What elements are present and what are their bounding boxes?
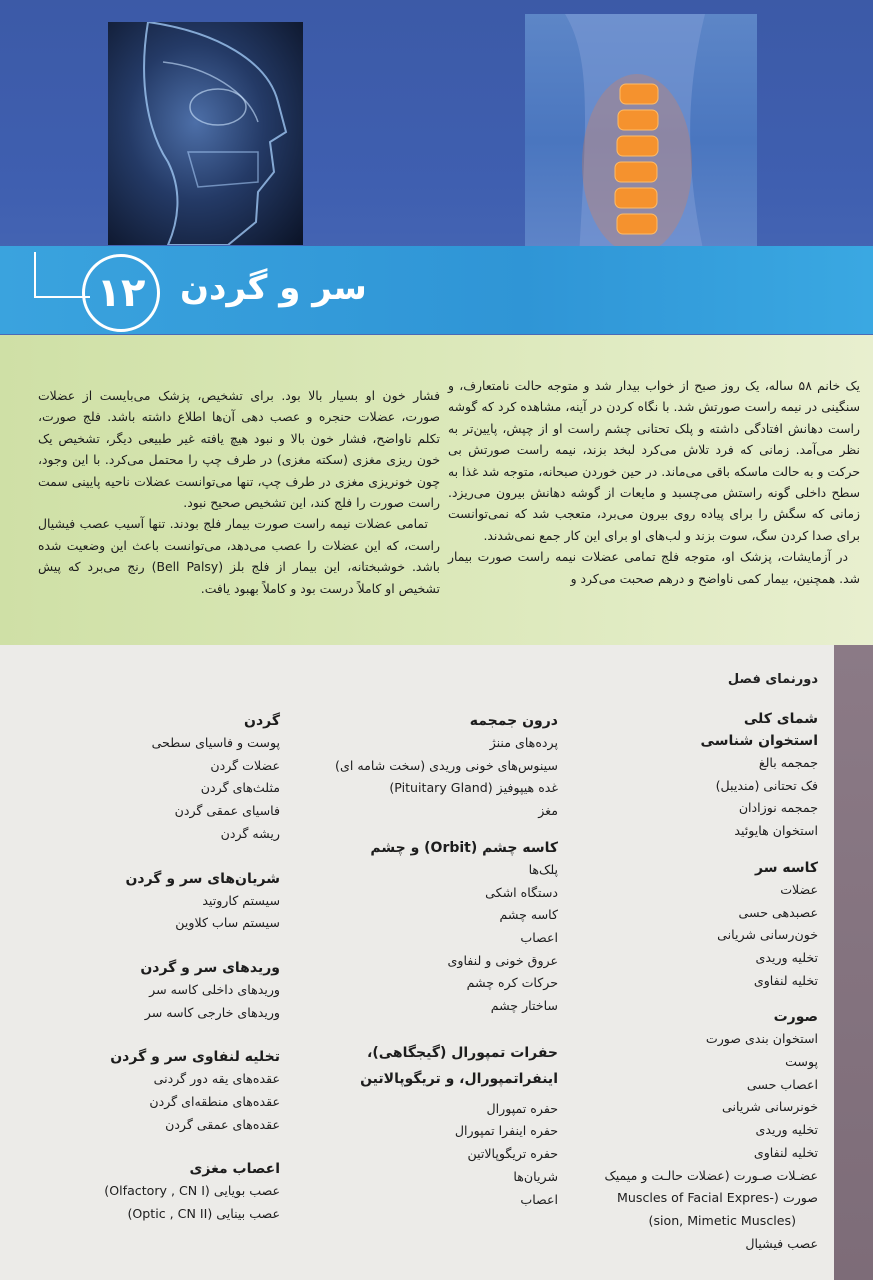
list-item: استخوان هایوئید [734, 823, 818, 839]
list-item: عقده‌های یقه دور گردنی [153, 1071, 280, 1087]
section-heading: کاسه سر [754, 859, 818, 876]
overview-title: دورنمای فصل [727, 672, 818, 687]
list-item: پرده‌های مننژ [489, 735, 558, 750]
chapter-number: ۱۲ [82, 254, 160, 332]
list-item: شریان‌ها [513, 1168, 558, 1184]
overview-section [553, 1006, 818, 1255]
case-paragraph: یک خانم ۵۸ ساله، یک روز صبح از خواب بیدار شد و متوجه حالت نامتعارف، و سنگینی در نیمه راست صورتش شد. با نگاه کردن در آینه، مشاهده کرد که گوشه راست دهانش افتادگی داشته و پلک تحتانی چشم راست او از چپش، پایین‌تر به نظر می‌آمد. زمانی که فرد تلاش می‌کرد لبخد بزند، نیمه راست صورتش بی حرکت و به حالت ماسکه باقی می‌ماند. در حین خوردن صبحانه، متوجه شد غذا به سطح داخلی گونه راستش می‌چسبد و مایعات از گوشه دهانش بیرون می‌ریزد. زمانی که سگش را برای پیاده روی بیرون می‌برد، متعجب شد که نمی‌توانست برای صدا کردن سگ، سوت بزند و لب‌های او برای این کار جمع نمی‌شدند. [448, 378, 860, 543]
list-item: سیستم ساب کلاوین [175, 915, 280, 931]
list-item: وریدهای خارجی کاسه سر [144, 1004, 280, 1020]
list-item: غده هیپوفیز (Pituitary Gland) [389, 780, 558, 796]
list-item: ساختار چشم [490, 998, 558, 1014]
list-item: پلک‌ها [528, 861, 558, 877]
overview-section [308, 1040, 558, 1212]
list-item: تخلیه لنفاوی [753, 972, 818, 988]
section-heading: درون جمجمه [469, 713, 558, 729]
overview-section [308, 710, 558, 823]
section-heading: حفرات تمپورال (گیجگاهی)، اینفراتمپورال، و تریگوپالاتین [360, 1044, 558, 1087]
overview-section [30, 1046, 280, 1136]
list-item: عروق خونی و لنفاوی [447, 952, 558, 968]
list-item: پوست [785, 1054, 818, 1070]
section-heading: وریدهای سر و گردن [140, 959, 280, 976]
list-item: وریدهای داخلی کاسه سر [149, 981, 280, 997]
list-item: خونرسانی شریانی [722, 1099, 818, 1115]
list-item: عضلات گردن [210, 757, 280, 773]
case-study-right-column [448, 375, 860, 589]
list-item: فک تحتانی (مندیبل) [715, 777, 818, 793]
list-item: عصب بینایی (Optic , CN II) [127, 1206, 280, 1222]
case-study-left-column [38, 385, 440, 599]
side-strip [834, 645, 873, 1280]
section-heading: صورت [773, 1009, 818, 1026]
list-item: خون‌رسانی شریانی [717, 927, 818, 943]
section-heading: اعصاب مغزی [189, 1161, 280, 1178]
list-item: عقده‌های عمقی گردن [165, 1116, 280, 1132]
list-item: مغز [538, 803, 558, 819]
list-item: (sion, Mimetic Muscles) [648, 1212, 796, 1228]
list-item: کاسه چشم [499, 907, 558, 923]
list-item: دستگاه اشکی [485, 884, 558, 900]
overview-section [553, 708, 818, 843]
list-item: سیستم کاروتید [202, 892, 280, 908]
list-item: سینوس‌های خونی وریدی (سخت شامه ای) [335, 757, 558, 773]
case-paragraph: تمامی عضلات نیمه راست صورت بیمار فلج بودند. تنها آسیب عصب فیشیال راست، که این عضلات را عصب می‌دهد، می‌توانست باعث این وضعیت شده باشد. خوشبختانه، این بیمار از فلج بلز (Bell Palsy) رنج می‌برد که پیش تشخیص او کاملاً درست بود و کاملاً بهبود یافت. [38, 516, 440, 596]
list-item: تخلیه وریدی [755, 949, 818, 965]
list-item: استخوان بندی صورت [705, 1031, 818, 1047]
overview-section [30, 1158, 280, 1225]
list-item: حرکات کره چشم [466, 975, 558, 991]
section-heading: شریان‌های سر و گردن [125, 870, 280, 887]
list-item: عصب فیشیال [745, 1235, 818, 1251]
list-item: اعصاب حسی [746, 1076, 818, 1092]
list-item: اعصاب [520, 1191, 558, 1207]
list-item: اعصاب [520, 929, 558, 945]
overview-section [30, 868, 280, 935]
list-item: عضـلات صـورت (عضلات حالـت و میمیک [604, 1167, 818, 1183]
section-heading: تخلیه لنفاوی سر و گردن [110, 1049, 280, 1066]
section-heading: شمای کلی استخوان شناسی [700, 711, 818, 749]
list-item: حفره تریگوپالاتین [467, 1146, 558, 1162]
list-item: تخلیه لنفاوی [753, 1144, 818, 1160]
overview-column-left [30, 710, 280, 1240]
overview-section [553, 857, 818, 993]
list-item: حفره اینفرا تمپورال [454, 1123, 558, 1139]
section-heading: کاسه چشم (Orbit) و چشم [370, 839, 558, 856]
list-item: تخلیه وریدی [755, 1122, 818, 1138]
list-item: عضلات [780, 881, 818, 897]
list-item: جمجمه بالغ [758, 755, 818, 770]
list-item: مثلث‌های گردن [200, 780, 280, 796]
overview-column-right [553, 708, 818, 1269]
list-item: پوست و فاسیای سطحی [151, 735, 280, 750]
list-item: عصبدهی حسی [738, 904, 818, 920]
list-item: حفره تمپورال [486, 1100, 558, 1116]
decorative-line [34, 252, 36, 298]
section-heading: گردن [244, 713, 280, 729]
list-item: ریشه گردن [220, 825, 280, 841]
overview-column-middle [308, 710, 558, 1225]
overview-section [30, 957, 280, 1024]
list-item: فاسیای عمقی گردن [174, 803, 280, 819]
case-paragraph: در آزمایشات، پزشک او، متوجه فلج تمامی عضلات نیمه راست صورت بیمار شد. همچنین، بیمار کمی ناواضح و درهم صحبت می‌کرد و [448, 549, 860, 586]
list-item: صورت (-Muscles of Facial Expres [617, 1190, 818, 1206]
list-item: عقده‌های منطقه‌ای گردن [149, 1094, 280, 1110]
case-paragraph: فشار خون او بسیار بالا بود. برای تشخیص، پزشک می‌بایست از عضلات صورت، عضلات حنجره و عصب دهی آن‌ها اطلاع داشته باشد. فلج صورت، تکلم ناواضح، فشار خون بالا و نبود هیچ یافته غیر طبیعی دیگر، تشخیص یک خون ریزی مغزی (سکته مغزی) در طرف چپ را محتمل می‌کرد. با این وجود، چون خونریزی مغزی در طرف چپ، تنها می‌توانست عضلات ناحیه پایینی سمت راست صورت را فلج کند، این تشخیص صحیح نبود. [38, 388, 440, 511]
list-item: جمجمه نوزادان [738, 800, 818, 816]
overview-section [30, 710, 280, 846]
chapter-title: سر و گردن [180, 268, 367, 308]
list-item: عصب بویایی (Olfactory , CN I) [104, 1183, 280, 1199]
skull-xray-image [108, 22, 303, 245]
overview-section [308, 837, 558, 1018]
